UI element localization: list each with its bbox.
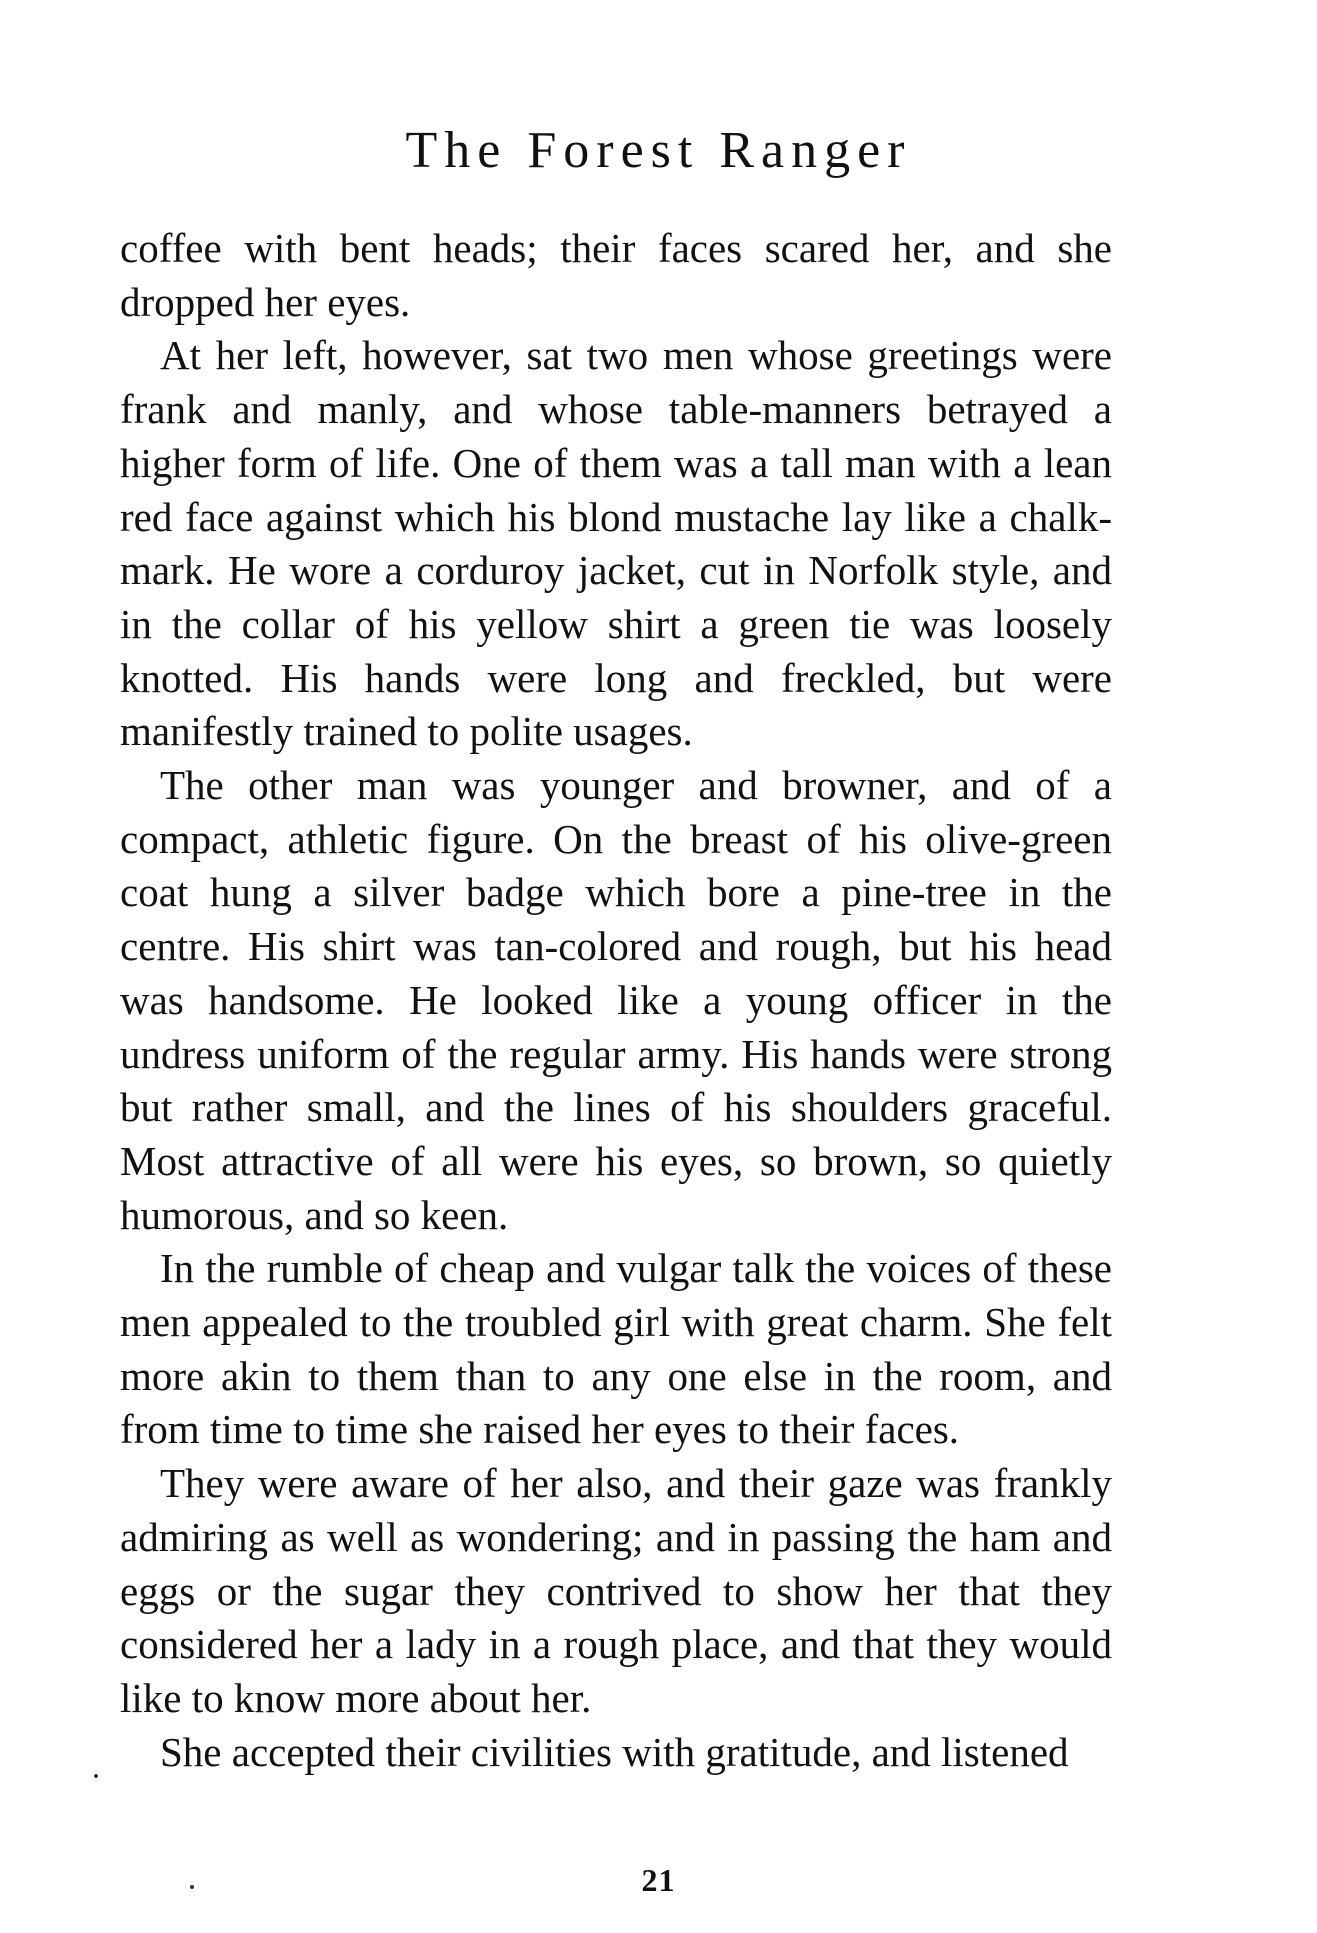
paragraph-3: The other man was younger and browner, and of a compact, athletic figure. On the breast of his olive-green coat hung a silver badge which bore a pine-tree in the centre. His shirt was tan-colored and rough, but his head was handsome. He looked like a young officer in the undress uniform of the regular army. His hands were strong but rather small, and the lines of his shoulders graceful. Most attractive of all were his eyes, so brown, so quietly humorous, and so keen. bbox=[120, 762, 1112, 1238]
paragraph-2: At her left, however, sat two men whose greetings were frank and manly, and whose table-manners betrayed a higher form of life. One of them was a tall man with a lean red face against which his blond mustache lay like a chalk-mark. He wore a corduroy jacket, cut in Norfolk style, and in the collar of his yellow shirt a green tie was loosely knotted. His hands were long and freckled, but were manifestly trained to polite usages. bbox=[120, 332, 1112, 755]
body-text bbox=[120, 222, 1112, 1779]
ink-speck bbox=[94, 1774, 98, 1778]
paragraph-4: In the rumble of cheap and vulgar talk the voices of these men appealed to the troubled girl with great charm. She felt more akin to them than to any one else in the room, and from time to time she raised her eyes to their faces. bbox=[120, 1245, 1112, 1453]
running-head: The Forest Ranger bbox=[405, 122, 912, 179]
paragraph-1: coffee with bent heads; their faces scared her, and she dropped her eyes. bbox=[120, 225, 1112, 325]
paragraph-6: She accepted their civilities with gratitude, and listened bbox=[160, 1728, 1069, 1775]
paragraph-5: They were aware of her also, and their gaze was frankly admiring as well as wondering; and in passing the ham and eggs or the sugar they contrived to show her that they considered her a lady in a rough place, and that they would like to know more about her. bbox=[120, 1460, 1112, 1721]
page-number: 21 bbox=[641, 1862, 676, 1898]
